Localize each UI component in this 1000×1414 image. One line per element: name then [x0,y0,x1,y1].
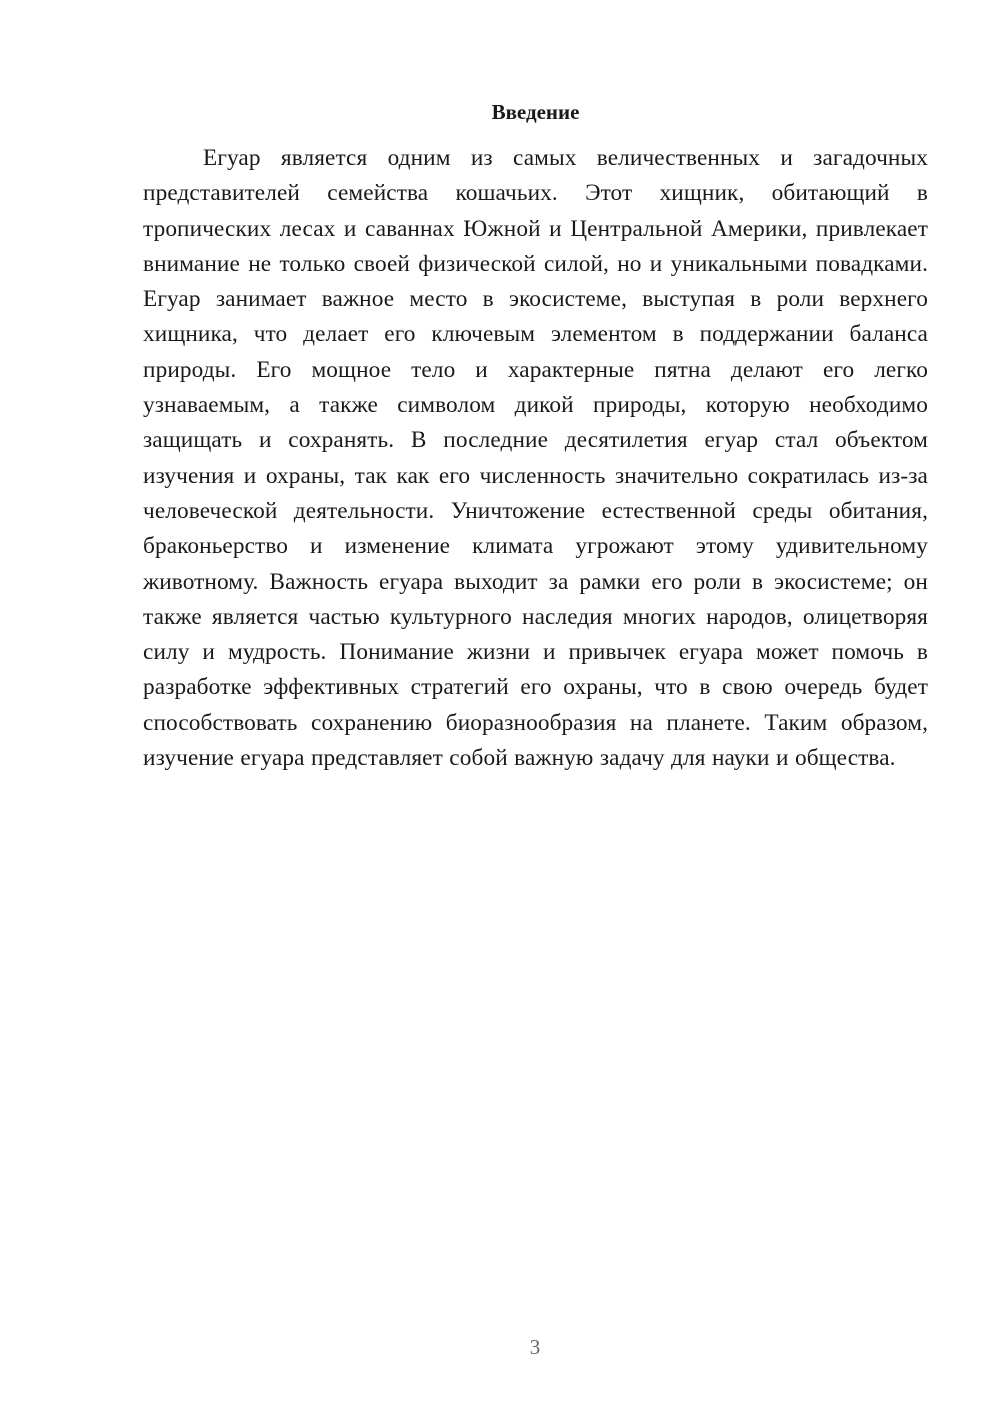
page-number: 3 [529,1335,541,1359]
body-paragraph: Егуар является одним из самых величественных и загадочных представителей семейства кошачьих. Этот хищник, обитающий в тропических лесах и саваннах Южной и Центральной Америки, привлекает внимание не только своей физической силой, но и уникальными повадками. Егуар занимает важное место в экосистеме, выступая в роли верхнего хищника, что делает его ключевым элементом в поддержании баланса природы. Его мощное тело и характерные пятна делают его легко узнаваемым, а также символом дикой природы, которую необходимо защищать и сохранять. В последние десятилетия егуар стал объектом изучения и охраны, так как его численность значительно сократилась из-за человеческой деятельности. Уничтожение естественной среды обитания, браконьерство и изменение климата угрожают этому удивительному животному. Важность егуара выходит за рамки его роли в экосистеме; он также является частью культурного наследия многих народов, олицетворяя силу и мудрость. Понимание жизни и привычек егуара может помочь в разработке эффективных стратегий его охраны, что в свою очередь будет способствовать сохранению биоразнообразия на планете. Таким образом, изучение егуара представляет собой важную задачу для науки и общества. [143,145,928,772]
section-heading: Введение [491,100,580,124]
